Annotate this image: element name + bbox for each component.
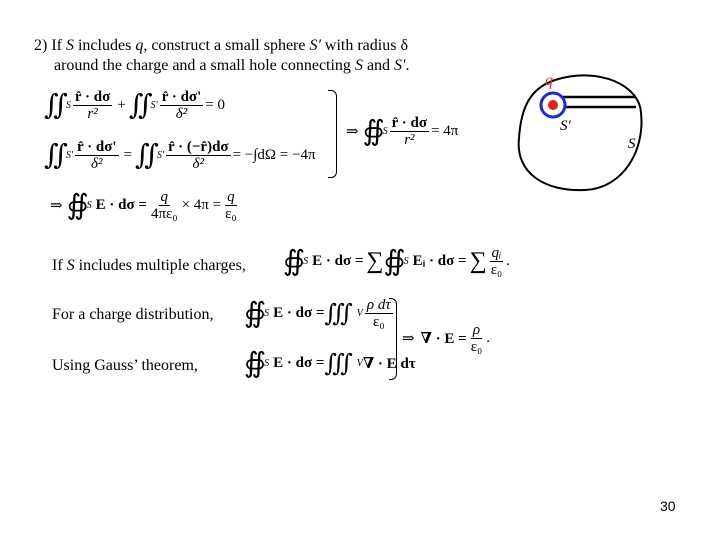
equation-implies-4pi: ⇒ ∯ S $\frac{r̂ \cdot d\sigma}{\text{r²}}$ = 4π [346, 114, 459, 148]
equation-gauss: ∯ S E · dσ = ∭ V ∇ · E dτ [244, 348, 416, 379]
system-bracket-1 [328, 90, 337, 178]
equation-divergence-result: ⇒ ∇ · E = $\frac{\rho}{\text{ε₀}}$ . [402, 322, 490, 355]
equation-1: ∬ S $\frac{r̂ \cdot d\sigma}{\text{r²}}$ + ∬ S' $\frac{r̂ \cdot d\sigma'}{\text{δ²}}$ = 0 [44, 88, 225, 122]
outer-surface-S [519, 75, 642, 190]
equation-3: ⇒ ∯ S E · dσ = $\frac{q}{\text{4πε₀}}$ × 4π = $\frac{q}{\text{ε₀}}$ [50, 188, 237, 222]
multiple-charges-text: If S includes multiple charges, [52, 257, 246, 274]
equation-multiple-charges: ∯ S E · dσ = ∑ ∯ S Eᵢ · dσ = ∑ $\frac{\text{qᵢ}}{\text{ε₀}}$ . [283, 244, 510, 278]
s-prime-label: S' [560, 118, 571, 134]
s-label: S [628, 136, 636, 152]
gauss-theorem-text: Using Gauss’ theorem, [52, 357, 198, 374]
heading-line-2: around the charge and a small hole connecting S and S'. [54, 57, 410, 74]
equation-2: ∬ S' $\frac{r̂ \cdot d\sigma'}{\text{δ²}}$ = ∬ S' $\frac{r̂ \cdot (-r̂)d\sigma}{\text{δ²}}$ = −∫dΩ = −4π [44, 138, 316, 172]
equation-distribution: ∯ S E · dσ = ∭ V $\frac{\text{ρ dτ}}{\text{ε₀}}$ [244, 296, 391, 330]
charge-distribution-text: For a charge distribution, [52, 306, 214, 323]
page-number: 30 [660, 498, 676, 514]
sphere-diagram [505, 68, 655, 198]
system-bracket-2 [389, 298, 397, 380]
double-integral-symbol: ∬ [44, 90, 62, 121]
point-charge-q [548, 100, 558, 110]
charge-q-label: q [545, 72, 553, 89]
heading-line-1: 2) If S includes q, construct a small sphere S' with radius δ [34, 37, 408, 54]
